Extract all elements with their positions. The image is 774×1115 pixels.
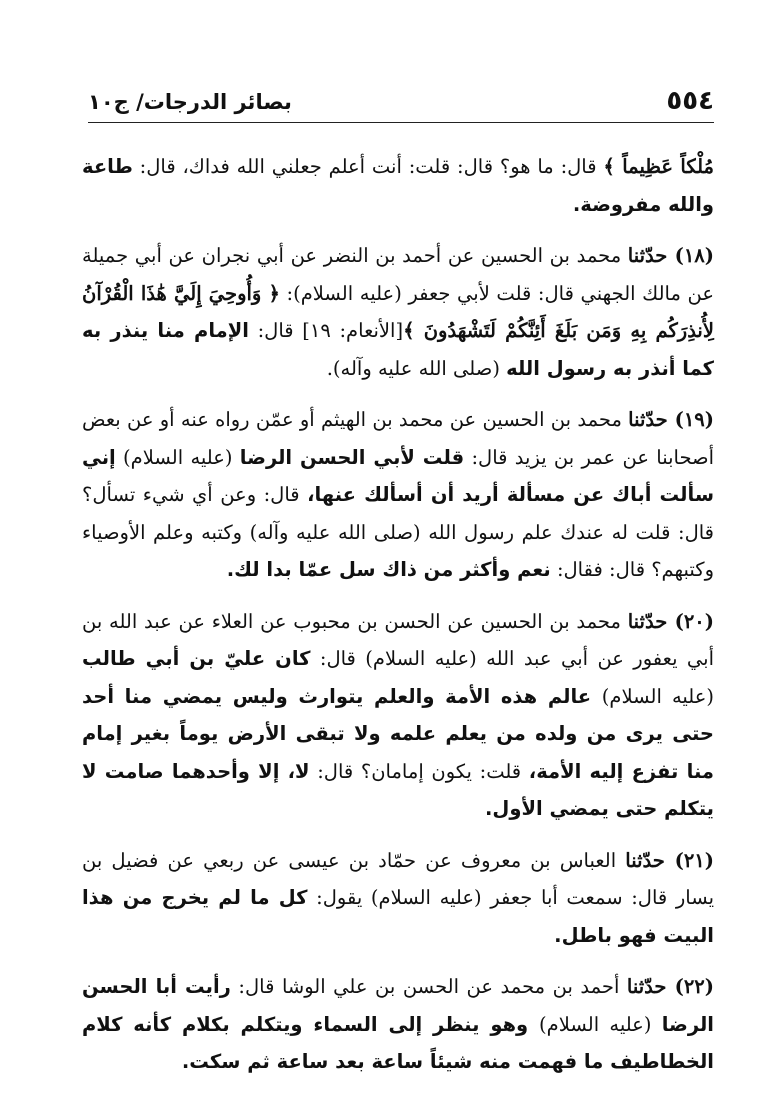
honorific: عليه السلام bbox=[372, 647, 470, 670]
hadith-number: (١٩) حدّثنا bbox=[628, 408, 714, 431]
hadith-19: (١٩) حدّثنا محمد بن الحسين عن محمد بن الهيثم أو عمّن رواه عنه أو عن بعض أصحابنا عن عمر بن يزيد قال: قلت لأبي الحسن الرضا (عليه السلام) إني سألت أباك عن مسألة أريد أن أسألك عنها، قال: وعن أي شيء تسأل؟ قال: قلت له عندك علم رسول الله (صلى الله عليه وآله) وكتبه وعلم الأوصياء وكتبهم؟ قال: فقال: نعم وأكثر من ذاك سل عمّا بدا لك. bbox=[82, 408, 715, 581]
hadith-18: (١٨) حدّثنا محمد بن الحسين عن أحمد بن النضر عن أبي نجران عن أبي جميلة عن مالك الجهني قال: قلت لأبي جعفر (عليه السلام): ﴿ وَأُوحِيَ إِلَيَّ هَٰذَا الْقُرْآنُ لِأُنذِرَكُم بِهِ وَمَن بَلَغَ أَئِنَّكُمْ لَتَشْهَدُونَ ﴾[الأنعام: ١٩] قال: الإمام منا ينذر به كما أنذر به رسول الله (صلى الله عليه وآله). bbox=[82, 244, 714, 380]
page-number: ٥٥٤ bbox=[666, 86, 714, 116]
text-run: أحمد بن محمد عن الحسن بن علي الوشا قال: bbox=[230, 975, 627, 998]
hadith-number: (١٨) حدّثنا bbox=[627, 244, 714, 267]
bold-text-run: الإمام منا ينذر به كما أنذر به رسول الله bbox=[82, 319, 714, 380]
honorific: عليه السلام bbox=[378, 886, 475, 909]
bold-text-run: كان عليّ بن أبي طالب bbox=[82, 647, 311, 670]
honorific: صلى الله عليه وآله bbox=[257, 520, 414, 544]
hadith-20: (٢٠) حدّثنا محمد بن الحسين عن الحسن بن محبوب عن العلاء عن عبد الله بن أبي يعفور عن أبي عبد الله (عليه السلام) قال: كان عليّ بن أبي طالب (عليه السلام) عالم هذه الأمة والعلم يتوارث وليس يمضي منا أحد حتى يرى من ولده من يعلم علمه ولا تبقى الأرض يوماً بغير إمام منا تفزع إليه الأمة، قلت: يكون إمامان؟ قال: لا، إلا وأحدهما صامت لا يتكلم حتى يمضي الأول. bbox=[82, 609, 714, 820]
bold-text-run: عالم هذه الأمة والعلم يتوارث وليس يمضي منا أحد حتى يرى من ولده من يعلم علمه ولا تبقى الأرض يوماً بغير إمام منا تفزع إليه الأمة، bbox=[82, 684, 714, 783]
bold-text-run: إني سألت أباك عن مسألة أريد أن أسألك عنها، bbox=[82, 445, 714, 506]
running-title: بصائر الدرجات/ ج١٠ bbox=[88, 90, 292, 114]
text-run: . bbox=[326, 356, 333, 380]
honorific: عليه السلام bbox=[300, 281, 395, 305]
text-run: : bbox=[279, 281, 294, 305]
hadith-22: (٢٢) حدّثنا أحمد بن محمد عن الحسن بن علي الوشا قال: رأيت أبا الحسن الرضا (عليه السلام) وهو ينظر إلى السماء ويتكلم بكلام كأنه كلام الخطاطيف ما فهمت منه شيئاً ساعة بعد ساعة ثم سكت. bbox=[82, 975, 714, 1073]
text-run: العباس بن معروف عن حمّاد بن عيسى عن ربعي عن فضيل بن يسار قال: سمعت أبا جعفر bbox=[82, 848, 715, 909]
text-run: محمد بن الحسين عن الحسن بن محبوب عن العلاء عن عبد الله بن أبي يعفور عن أبي عبد الله bbox=[82, 609, 714, 670]
bold-text-run: وهو ينظر إلى السماء ويتكلم بكلام كأنه كلام الخطاطيف ما فهمت منه شيئاً ساعة بعد ساعة ثم سكت. bbox=[82, 1012, 714, 1073]
text-run: محمد بن الحسين عن أحمد بن النضر عن أبي نجران عن أبي جميلة عن مالك الجهني قال: قلت لأبي جعفر bbox=[82, 244, 714, 305]
honorific: صلى الله عليه وآله bbox=[340, 356, 493, 380]
quran-verse: ﴿ وَأُوحِيَ إِلَيَّ هَٰذَا الْقُرْآنُ لِأُنذِرَكُم بِهِ وَمَن بَلَغَ أَئِنَّكُمْ لَتَشْهَدُونَ ﴾ bbox=[82, 281, 714, 342]
bold-text-run: كل ما لم يخرج من هذا البيت فهو باطل. bbox=[82, 886, 714, 947]
honorific: عليه السلام bbox=[546, 1012, 644, 1036]
text-run: محمد بن الحسين عن محمد بن الهيثم أو عمّن رواه عنه أو عن بعض أصحابنا عن عمر بن يزيد قال: bbox=[82, 408, 715, 469]
hadith-21: (٢١) حدّثنا العباس بن معروف عن حمّاد بن عيسى عن ربعي عن فضيل بن يسار قال: سمعت أبا جعفر (عليه السلام) يقول: كل ما لم يخرج من هذا البيت فهو باطل. bbox=[82, 848, 715, 947]
text-run: يقول: bbox=[307, 886, 371, 909]
bold-text-run: لا، إلا وأحدهما صامت لا يتكلم حتى يمضي الأول. bbox=[82, 759, 714, 820]
text-run: قال: ما هو؟ قال: قلت: أنت أعلم جعلني الله فداك، قال: bbox=[132, 155, 604, 178]
bold-text-run: رأيت أبا الحسن الرضا bbox=[82, 975, 714, 1036]
text-run: قال: bbox=[310, 647, 366, 670]
page-header bbox=[88, 82, 714, 122]
bold-text-run: قلت لأبي الحسن الرضا bbox=[239, 445, 465, 469]
paragraph-continuation bbox=[82, 148, 714, 223]
quran-verse: مُلْكاً عَظِيماً ﴾ bbox=[603, 155, 714, 178]
main-text bbox=[82, 148, 714, 1095]
text-run: وكتبه وعلم الأوصياء وكتبهم؟ قال: فقال: bbox=[82, 520, 714, 581]
hadith-number: (٢٢) حدّثنا bbox=[626, 975, 714, 998]
text-run: قلت: يكون إمامان؟ قال: bbox=[309, 759, 529, 783]
hadith-number: (٢١) حدّثنا bbox=[625, 848, 715, 872]
hadith-number: (٢٠) حدّثنا bbox=[627, 609, 714, 633]
bold-text-run: نعم وأكثر من ذاك سل عمّا بدا لك. bbox=[226, 558, 551, 581]
header-divider bbox=[88, 122, 714, 123]
text-run: [الأنعام: ١٩] قال: bbox=[248, 319, 404, 342]
text-run: قال: وعن أي شيء تسأل؟ قال: قلت له عندك علم رسول الله bbox=[82, 483, 715, 544]
honorific: عليه السلام bbox=[130, 445, 225, 469]
honorific: عليه السلام bbox=[609, 684, 707, 708]
bold-text-run: طاعة والله مفروضة. bbox=[82, 155, 714, 216]
